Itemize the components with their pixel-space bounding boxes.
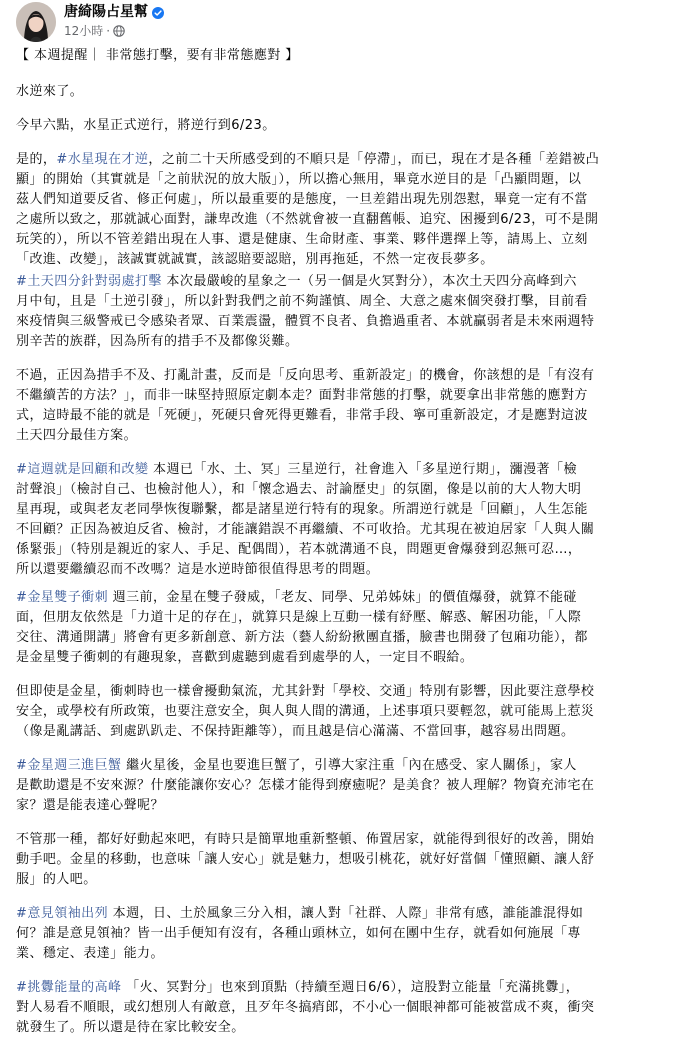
post-timestamp[interactable]: 12小時 (64, 24, 104, 38)
text-run: 本週已「水、土、冥」三星逆行，社會進入「多星逆行期」，瀰漫著「檢 (148, 462, 577, 477)
paragraph-line: 就發生了。所以還是待在家比較安全。 (16, 1020, 245, 1035)
paragraph-line: 月中旬，且是「土逆引發」，所以針對我們之前不夠謹慎、周全、大意之處來個突發打擊，目前看 (16, 294, 588, 309)
paragraph-line: 不管那一種，都好好動起來吧，有時只是簡單地重新整頓、佈置居家，就能得到很好的改善，開始 (16, 832, 595, 847)
paragraph-line: 來疫情與三級警戒已令感染者眾、百業震盪，體質不良者、負擔過重者、本就贏弱者是未來兩週特 (16, 314, 595, 329)
hashtag-link[interactable]: #金星雙子衝刺 (16, 590, 109, 605)
paragraph-venus-gemini (16, 588, 664, 668)
paragraph-line: 動手吧。金星的移動，也意味「讓人安心」就是魅力，想吸引桃花，就好好當個「懂照顧、讓人舒 (16, 852, 595, 867)
hashtag-link[interactable]: #土天四分針對弱處打擊 (16, 274, 162, 289)
paragraph-line: 是金星雙子衝刺的有趣現象，喜歡到處聽到處看到處學的人，一定目不暇給。 (16, 650, 474, 665)
paragraph-line: 土天四分最佳方案。 (16, 428, 138, 443)
paragraph-mars-pluto (16, 978, 664, 1038)
paragraph-line: 業、穩定、表達」能力。 (16, 946, 164, 961)
paragraph-line (16, 978, 664, 998)
paragraph-line: 安全，或學校有所政策，也要注意安全，與人與人間的溝通，上述事項只要輕忽，就可能馬上惹災 (16, 704, 595, 719)
paragraph-line: 面，但朋友依然是「力道十足的存在」，就算只是線上互動一樣有紓壓、解惑、解困功能，「人際 (16, 610, 582, 625)
paragraph-line: 「改進、改變」，該誠實就誠實，該認賠要認賠，別再拖延，不然一定夜長夢多。 (16, 252, 494, 267)
avatar-image (16, 2, 56, 42)
paragraph-opinion-leaders (16, 904, 664, 964)
hashtag-link[interactable]: #水星現在才逆 (56, 152, 149, 167)
paragraph-mercury-retrograde (16, 150, 664, 270)
paragraph-line: 顯」的開始（其實就是「之前狀況的放大版」），所以擔心無用，畢竟水逆目的是「凸顯問題，以 (16, 172, 582, 187)
paragraph-line: 所以還要繼續忍而不改嗎？這是水逆時節很值得思考的問題。 (16, 562, 380, 577)
paragraph-line: 星再現，或與老友老同學恢復聯繫，都是諸星逆行特有的現象。所謂逆行就是「回顧」，人生怎能 (16, 502, 588, 517)
paragraph-line: 討聲浪」（檢討自己、也檢討他人），和「懷念過去、討論歷史」的氛圍，像是以前的大人物大明 (16, 482, 582, 497)
paragraph-line: 茲人們知道要反省、修正何處」，所以最重要的是態度，一旦差錯出現先別怨懟，畢竟一定有不當 (16, 192, 588, 207)
paragraph-line (16, 272, 664, 292)
meta-separator: · (106, 24, 111, 38)
text-run: 「火、冥對分」也來到頂點（持續至週日6/6），這股對立能量「充滿挑釁」， (121, 980, 580, 995)
post-intro-2: 今早六點，水星正式逆行，將逆行到6/23。 (16, 118, 276, 133)
paragraph-line: 不過，正因為措手不及、打亂計畫，反而是「反向思考、重新設定」的機會，你該想的是「有沒有 (16, 368, 595, 383)
paragraph-line (16, 150, 664, 170)
post-title: 【 本週提醒｜ 非常態打擊，要有非常態應對 】 (16, 48, 299, 63)
paragraph-venus-cancer (16, 756, 664, 816)
text-run: ，之前二十天所感受到的不順只是「停滯」，而已，現在才是各種「差錯被凸 (148, 152, 600, 167)
paragraph-venus-caution (16, 682, 664, 742)
author-name[interactable]: 唐綺陽占星幫 (64, 4, 148, 20)
paragraph-line: 式，這時最不能的就是「死硬」，死硬只會死得更難看，非常手段、寧可重新設定，才是應對這波 (16, 408, 588, 423)
paragraph-line: 係緊張」（特別是親近的家人、手足、配偶間），若本就溝通不良，問題更會爆發到忍無可忍…， (16, 542, 582, 557)
paragraph-reverse-thinking (16, 366, 664, 446)
paragraph-line: 是歡助還是不安來源？什麼能讓你安心？怎樣才能得到療癒呢？是美食？被人理解？物資充沛宅在 (16, 778, 595, 793)
paragraph-saturn-uranus (16, 272, 664, 352)
paragraph-line: 不繼續苦的方法？」，而非一昧堅持照原定劇本走？面對非常態的打擊，就要拿出非常態的應對方 (16, 388, 588, 403)
paragraph-review-change (16, 460, 664, 580)
hashtag-link[interactable]: #金星週三進巨蟹 (16, 758, 122, 773)
post-author[interactable] (64, 3, 164, 21)
paragraph-line: 但即使是金星，衝刺時也一樣會擾動氣流，尤其針對「學校、交通」特別有影響，因此要注意學校 (16, 684, 595, 699)
post-meta (64, 23, 125, 39)
hashtag-link[interactable]: #挑釁能量的高峰 (16, 980, 122, 995)
post-intro-1: 水逆來了。 (16, 84, 84, 99)
post-body (0, 46, 680, 1038)
verified-badge-icon (152, 6, 164, 18)
text-run: 週三前，金星在雙子發威，「老友、同學、兄弟姊妹」的價值爆發，就算不能碰 (108, 590, 577, 605)
paragraph-line: 服」的人吧。 (16, 872, 97, 887)
text-run: 本週，日、土於風象三分入相，讓人對「社群、人際」非常有感，誰能誰混得如 (108, 906, 584, 921)
paragraph-line: 對人易看不順眼，或幻想別人有敵意，且歹年冬搞痟郎，不小心一個眼神都可能被當成不爽，衝突 (16, 1000, 595, 1015)
post-header (0, 0, 680, 44)
paragraph-line: 玩笑的），所以不管差錯出現在人事、還是健康、生命財產、事業、夥伴選擇上等，請馬上、立刻 (16, 232, 588, 247)
text-run: 本次最嚴峻的星象之一（另一個是火冥對分），本次土天四分高峰到六 (161, 274, 577, 289)
paragraph-line: 別辛苦的族群，因為所有的措手不及都像災難。 (16, 334, 299, 349)
paragraph-line: 交往、溝通開講」將會有更多新創意、新方法（藝人紛紛揪團直播，臉書也開發了包廂功能），都 (16, 630, 588, 645)
text-run: 是的， (16, 152, 57, 167)
paragraph-line: 不回顧？正因為被迫反省、檢討，才能讓錯誤不再繼續、不可收拾。尤其現在被迫居家「人與人關 (16, 522, 595, 537)
paragraph-line: 家？還是能表達心聲呢？ (16, 798, 164, 813)
paragraph-line (16, 756, 664, 776)
paragraph-line (16, 460, 664, 480)
hashtag-link[interactable]: #這週就是回顧和改變 (16, 462, 149, 477)
paragraph-line: （像是亂講話、到處趴趴走、不保持距離等），而且越是信心滿滿、不當回事，越容易出問題。 (16, 724, 575, 739)
paragraph-home-improvement (16, 830, 664, 890)
paragraph-line (16, 904, 664, 924)
text-run: 繼火星後，金星也要進巨蟹了，引導大家注重「內在感受、家人關係」，家人 (121, 758, 577, 773)
paragraph-line: 何？誰是意見領袖？皆一出手便知有沒有，各種山頭林立，如何在團中生存，就看如何施展「專 (16, 926, 581, 941)
paragraph-line (16, 588, 664, 608)
avatar[interactable] (16, 2, 56, 42)
paragraph-line: 之處所以致之，那就誠心面對，謙卑改進（不然就會被一直翻舊帳、追究、困擾到6/23，可不是開 (16, 212, 599, 227)
hashtag-link[interactable]: #意見領袖出列 (16, 906, 109, 921)
globe-icon[interactable] (113, 25, 125, 37)
